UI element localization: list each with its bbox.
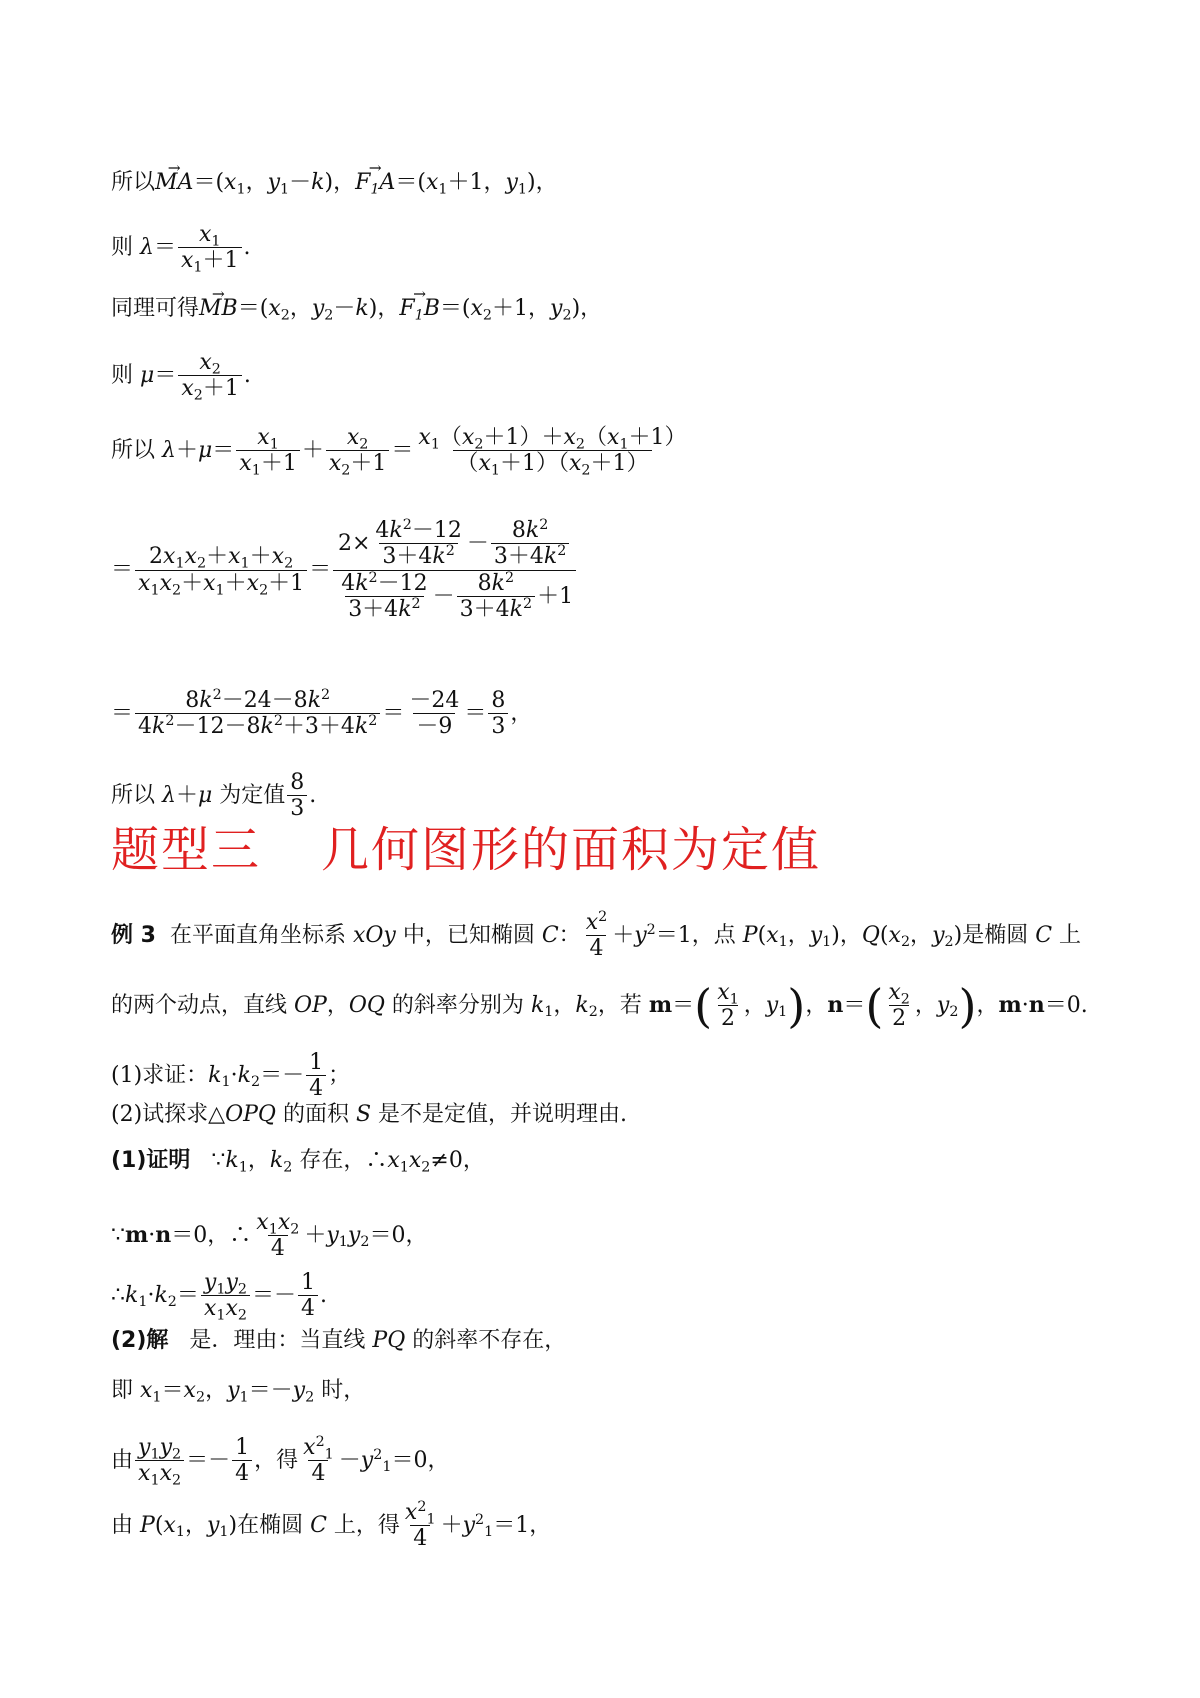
text-line-2: 则 λ＝ $\frac{x_1}{x_1+1}$ . (111, 222, 251, 276)
heading-part-2: 几何图形的面积为定值 (321, 822, 822, 878)
solve-line-3: 由 $\frac{y_1y_2}{x_1x_2}$ ＝－ $\frac{1}{4}$ ，得 $\frac{x^2_1}{4}$ $-y^2_1=0$， (111, 1434, 450, 1489)
text-line-4: 则 μ＝ $\frac{x_2}{x_2+1}$ . (111, 350, 251, 404)
proof-line-3: $\therefore k_1\cdot k_2=$ $\frac{y_1y_2}{x_1x_2}$ ＝－ $\frac{1}{4}$ . (111, 1270, 328, 1324)
text-line-8: 所以 λ＋μ 为定值 $\frac{8}{3}$ . (111, 770, 317, 822)
solve-label: (2)解 (111, 1328, 169, 1353)
text-line-1: 所以→ $MA=(x_1$，$y_1-k$)，→ $F_1A=(x_1+1$，$y_1$)， (111, 172, 558, 194)
example-line-1: 例 3 在平面直角坐标系 xOy 中，已知椭圆 C： $\frac{x^2}{4}$ $+y^2=1$，点 $P(x_1$，$y_1$)，$Q(x_2$，$y_2$)是椭圆 C 上 (111, 909, 1082, 962)
text-line-3: 同理可得→ $MB=(x_2$，$y_2-k$)，→ $F_1B=(x_2+1$，$y_2$)， (111, 298, 602, 320)
example-line-2: 的两个动点，直线 OP，OQ 的斜率分别为 $k_1$，$k_2$，若 m＝( $\frac{x_1}{2}$ ，$y_1$)，n＝( $\frac{x_2}{2}$ ，$y_2$)，m·n＝0. (111, 978, 1088, 1033)
solve-line-4: 由 $P(x_1$，$y_1$)在椭圆 C 上，得 $\frac{x^2_1}{4}$ $+y^2_1=1$， (111, 1499, 552, 1552)
section-heading (111, 822, 822, 878)
fraction: $\frac{x_1}{x_1+1}$ (178, 222, 242, 274)
solve-line-2: 即 $x_1=x_2$，$y_1=-y_2$ 时， (111, 1378, 366, 1406)
text-line-5: 所以 λ＋μ＝ $\frac{x_1}{x_1+1}$ ＋ $\frac{x_2}{x_2+1}$ ＝ $\frac{x_1(x_2+1)+x_2(x_1+1)}{(x_1+1)(x_2+1)}$ (111, 425, 687, 479)
question-2: (2)试探求△OPQ 的面积 S 是不是定值，并说明理由. (111, 1102, 628, 1127)
proof-line-1: (1)证明 $\because k_1$，$k_2$ 存在，$\therefore x_1x_2\ne 0$， (111, 1148, 485, 1176)
fraction: $\frac{x_2}{x_2+1}$ (178, 350, 242, 402)
proof-label: (1)证明 (111, 1148, 191, 1173)
proof-line-2: ∵m·n＝0，∴ $\frac{x_1x_2}{4}$ $+y_1y_2=0$， (111, 1210, 428, 1262)
question-1: (1)求证：$k_1\cdot k_2=-$ $\frac{1}{4}$ ； (111, 1050, 351, 1102)
text-line-6: ＝ $\frac{2x_1x_2+x_1+x_2}{x_1x_2+x_1+x_2+1}$ ＝ 2× $\frac{4k^2-12}{3+4k^2}$ － $\frac{8k^2}{3+4k^2}$ $\frac{4k^2-12}{3+4k^2}$ － $\frac{8k^2}{3+4k^2}$ ＋1 (111, 518, 578, 622)
example-label: 例 3 (111, 922, 156, 948)
heading-part-1: 题型三 (111, 822, 262, 878)
text-line-7: ＝ $\frac{8k^2-24-8k^2}{4k^2-12-8k^2+3+4k^2}$ ＝ $\frac{-24}{-9}$ ＝ $\frac{8}{3}$ ， (111, 687, 533, 740)
solve-line-1: (2)解 是．理由：当直线 PQ 的斜率不存在， (111, 1328, 567, 1353)
